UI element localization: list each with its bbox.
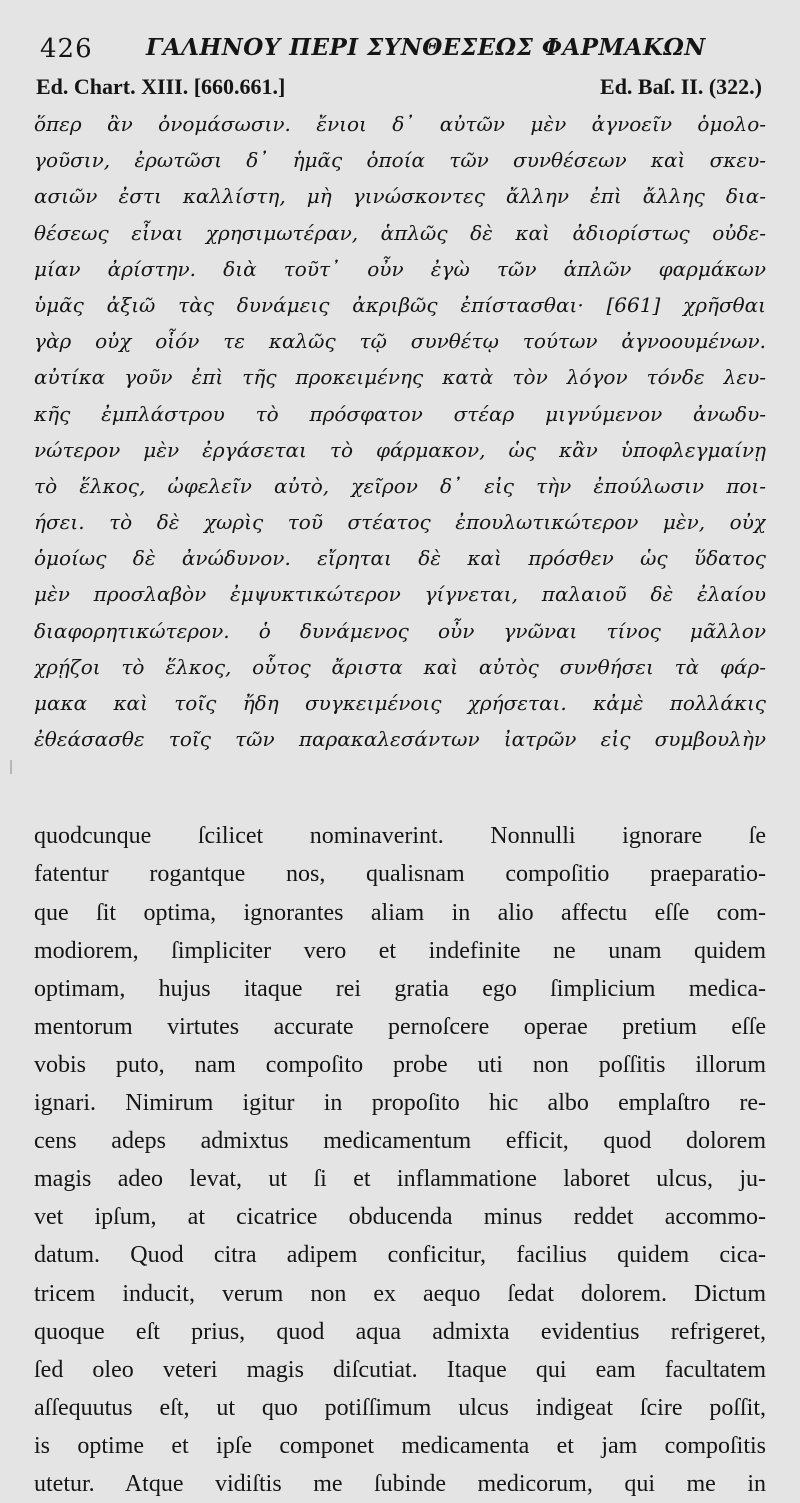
greek-text-line: ήσει. τὸ δὲ χωρὶς τοῦ στέατος ἐπουλωτικώτερον μὲν, οὐχ	[34, 510, 766, 535]
greek-text-line: μὲν προσλαβὸν ἐμψυκτικώτερον γίγνεται, παλαιοῦ δὲ ἐλαίου	[34, 582, 766, 607]
latin-text-line: mentorum virtutes accurate pernoſcere operae pretium eſſe	[34, 1013, 766, 1040]
latin-text-line: vet ipſum, at cicatrice obducenda minus reddet accommo-	[34, 1204, 766, 1231]
greek-text-line: τὸ ἕλκος, ὠφελεῖν αὐτὸ, χεῖρον δ᾽ εἰς τὴν ἐπούλωσιν ποι-	[34, 473, 766, 498]
greek-text-line: ὅπερ ἂν ὀνομάσωσιν. ἔνιοι δ᾽ αὐτῶν μὲν ἀγνοεῖν ὁμολο-	[34, 112, 766, 136]
greek-text-line: ασιῶν ἐστι καλλίστη, μὴ γινώσκοντες ἄλλην ἐπὶ ἄλλης δια-	[34, 184, 766, 209]
latin-text-line: is optime et ipſe componet medicamenta et jam compoſitis	[34, 1432, 766, 1459]
latin-text-line: ſed oleo veteri magis diſcutiat. Itaque qui eam facultatem	[34, 1356, 766, 1383]
greek-text-line: μίαν ἀρίστην. διὰ τοῦτ᾽ οὖν ἐγὼ τῶν ἁπλῶν φαρμάκων	[34, 256, 766, 281]
greek-text-line: μακα καὶ τοῖς ἤδη συγκειμένοις χρήσεται. κἀμὲ πολλάκις	[34, 691, 766, 715]
latin-text-line: modiorem, ſimpliciter vero et indefinite ne unam quidem	[34, 937, 766, 964]
greek-text-line: γοῦσιν, ἐρωτῶσι δ᾽ ἡμᾶς ὁποία τῶν συνθέσεων καὶ σκευ-	[34, 148, 766, 173]
running-title: ΓΑΛΗΝΟΥ ΠΕΡΙ ΣΥΝΘΕΣΕΩΣ ΦΑΡΜΑΚΩΝ	[146, 34, 706, 61]
greek-text-block	[34, 106, 766, 757]
greek-text-line: διαφορητικώτερον. ὁ δυνάμενος οὖν γνῶναι τίνος μᾶλλον	[34, 618, 766, 643]
latin-translation-block	[34, 817, 766, 1503]
greek-text-line: νώτερον μὲν ἐργάσεται τὸ φάρμακον, ὡς κἂν ὑποφλεγμαίνῃ	[34, 437, 766, 462]
greek-text-line: αὐτίκα γοῦν ἐπὶ τῆς προκειμένης κατὰ τὸν λόγον τόνδε λευ-	[34, 365, 766, 390]
latin-text-line: vobis puto, nam compoſito probe uti non poſſitis illorum	[34, 1051, 766, 1078]
greek-text-line: ὑμᾶς ἀξιῶ τὰς δυνάμεις ἀκριβῶς ἐπίστασθαι· [661] χρῆσθαι	[34, 292, 766, 317]
latin-text-line: utetur. Atque vidiſtis me ſubinde medicorum, qui me in	[34, 1470, 766, 1497]
greek-text-line: θέσεως εἶναι χρησιμωτέραν, ἁπλῶς δὲ καὶ ἀδιορίστως οὐδε-	[34, 220, 766, 245]
greek-text-line: κῆς ἐμπλάστρου τὸ πρόσφατον στέαρ μιγνύμενον ἀνωδυ-	[34, 401, 766, 426]
latin-text-line: ignari. Nimirum igitur in propoſito hic albo emplaſtro re-	[34, 1090, 766, 1117]
latin-text-line: fatentur rogantque nos, qualisnam compoſitio praeparatio-	[34, 861, 766, 888]
greek-text-line: γὰρ οὐχ οἷόν τε καλῶς τῷ συνθέτῳ τούτων ἀγνοουμένων.	[34, 329, 766, 354]
latin-text-line: datum. Quod citra adipem conficitur, facilius quidem cica-	[34, 1242, 766, 1269]
greek-text-line: χρῄζοι τὸ ἕλκος, οὗτος ἄριστα καὶ αὐτὸς συνθήσει τὰ φάρ-	[34, 654, 766, 679]
edition-references	[34, 72, 766, 106]
page-number: 426	[40, 34, 93, 64]
latin-text-line: que ſit optima, ignorantes aliam in alio affectu eſſe com-	[34, 899, 766, 926]
greek-text-line: ἐθεάσασθε τοῖς τῶν παρακαλεσάντων ἰατρῶν εἰς συμβουλὴν	[34, 727, 766, 752]
running-head	[34, 30, 766, 72]
chartier-edition-ref: Ed. Chart. XIII. [660.661.]	[36, 74, 286, 99]
latin-text-line: quoque eſt prius, quod aqua admixta evidentius refrigeret,	[34, 1318, 766, 1345]
latin-text-line: cens adeps admixtus medicamentum efficit, quod dolorem	[34, 1128, 766, 1155]
basel-edition-ref: Ed. Baſ. II. (322.)	[600, 74, 762, 99]
greek-text-line: ὁμοίως δὲ ἀνώδυνον. εἴρηται δὲ καὶ πρόσθεν ὡς ὕδατος	[34, 546, 766, 571]
latin-text-line: quodcunque ſcilicet nominaverint. Nonnulli ignorare ſe	[34, 823, 766, 850]
latin-text-line: aſſequutus eſt, ut quo potiſſimum ulcus indigeat ſcire poſſit,	[34, 1394, 766, 1421]
margin-mark	[10, 760, 12, 774]
latin-text-line: optimam, hujus itaque rei gratia ego ſimplicium medica-	[34, 975, 766, 1002]
latin-text-line: tricem inducit, verum non ex aequo ſedat dolorem. Dictum	[34, 1280, 766, 1307]
latin-text-line: magis adeo levat, ut ſi et inflammatione laboret ulcus, ju-	[34, 1166, 766, 1193]
